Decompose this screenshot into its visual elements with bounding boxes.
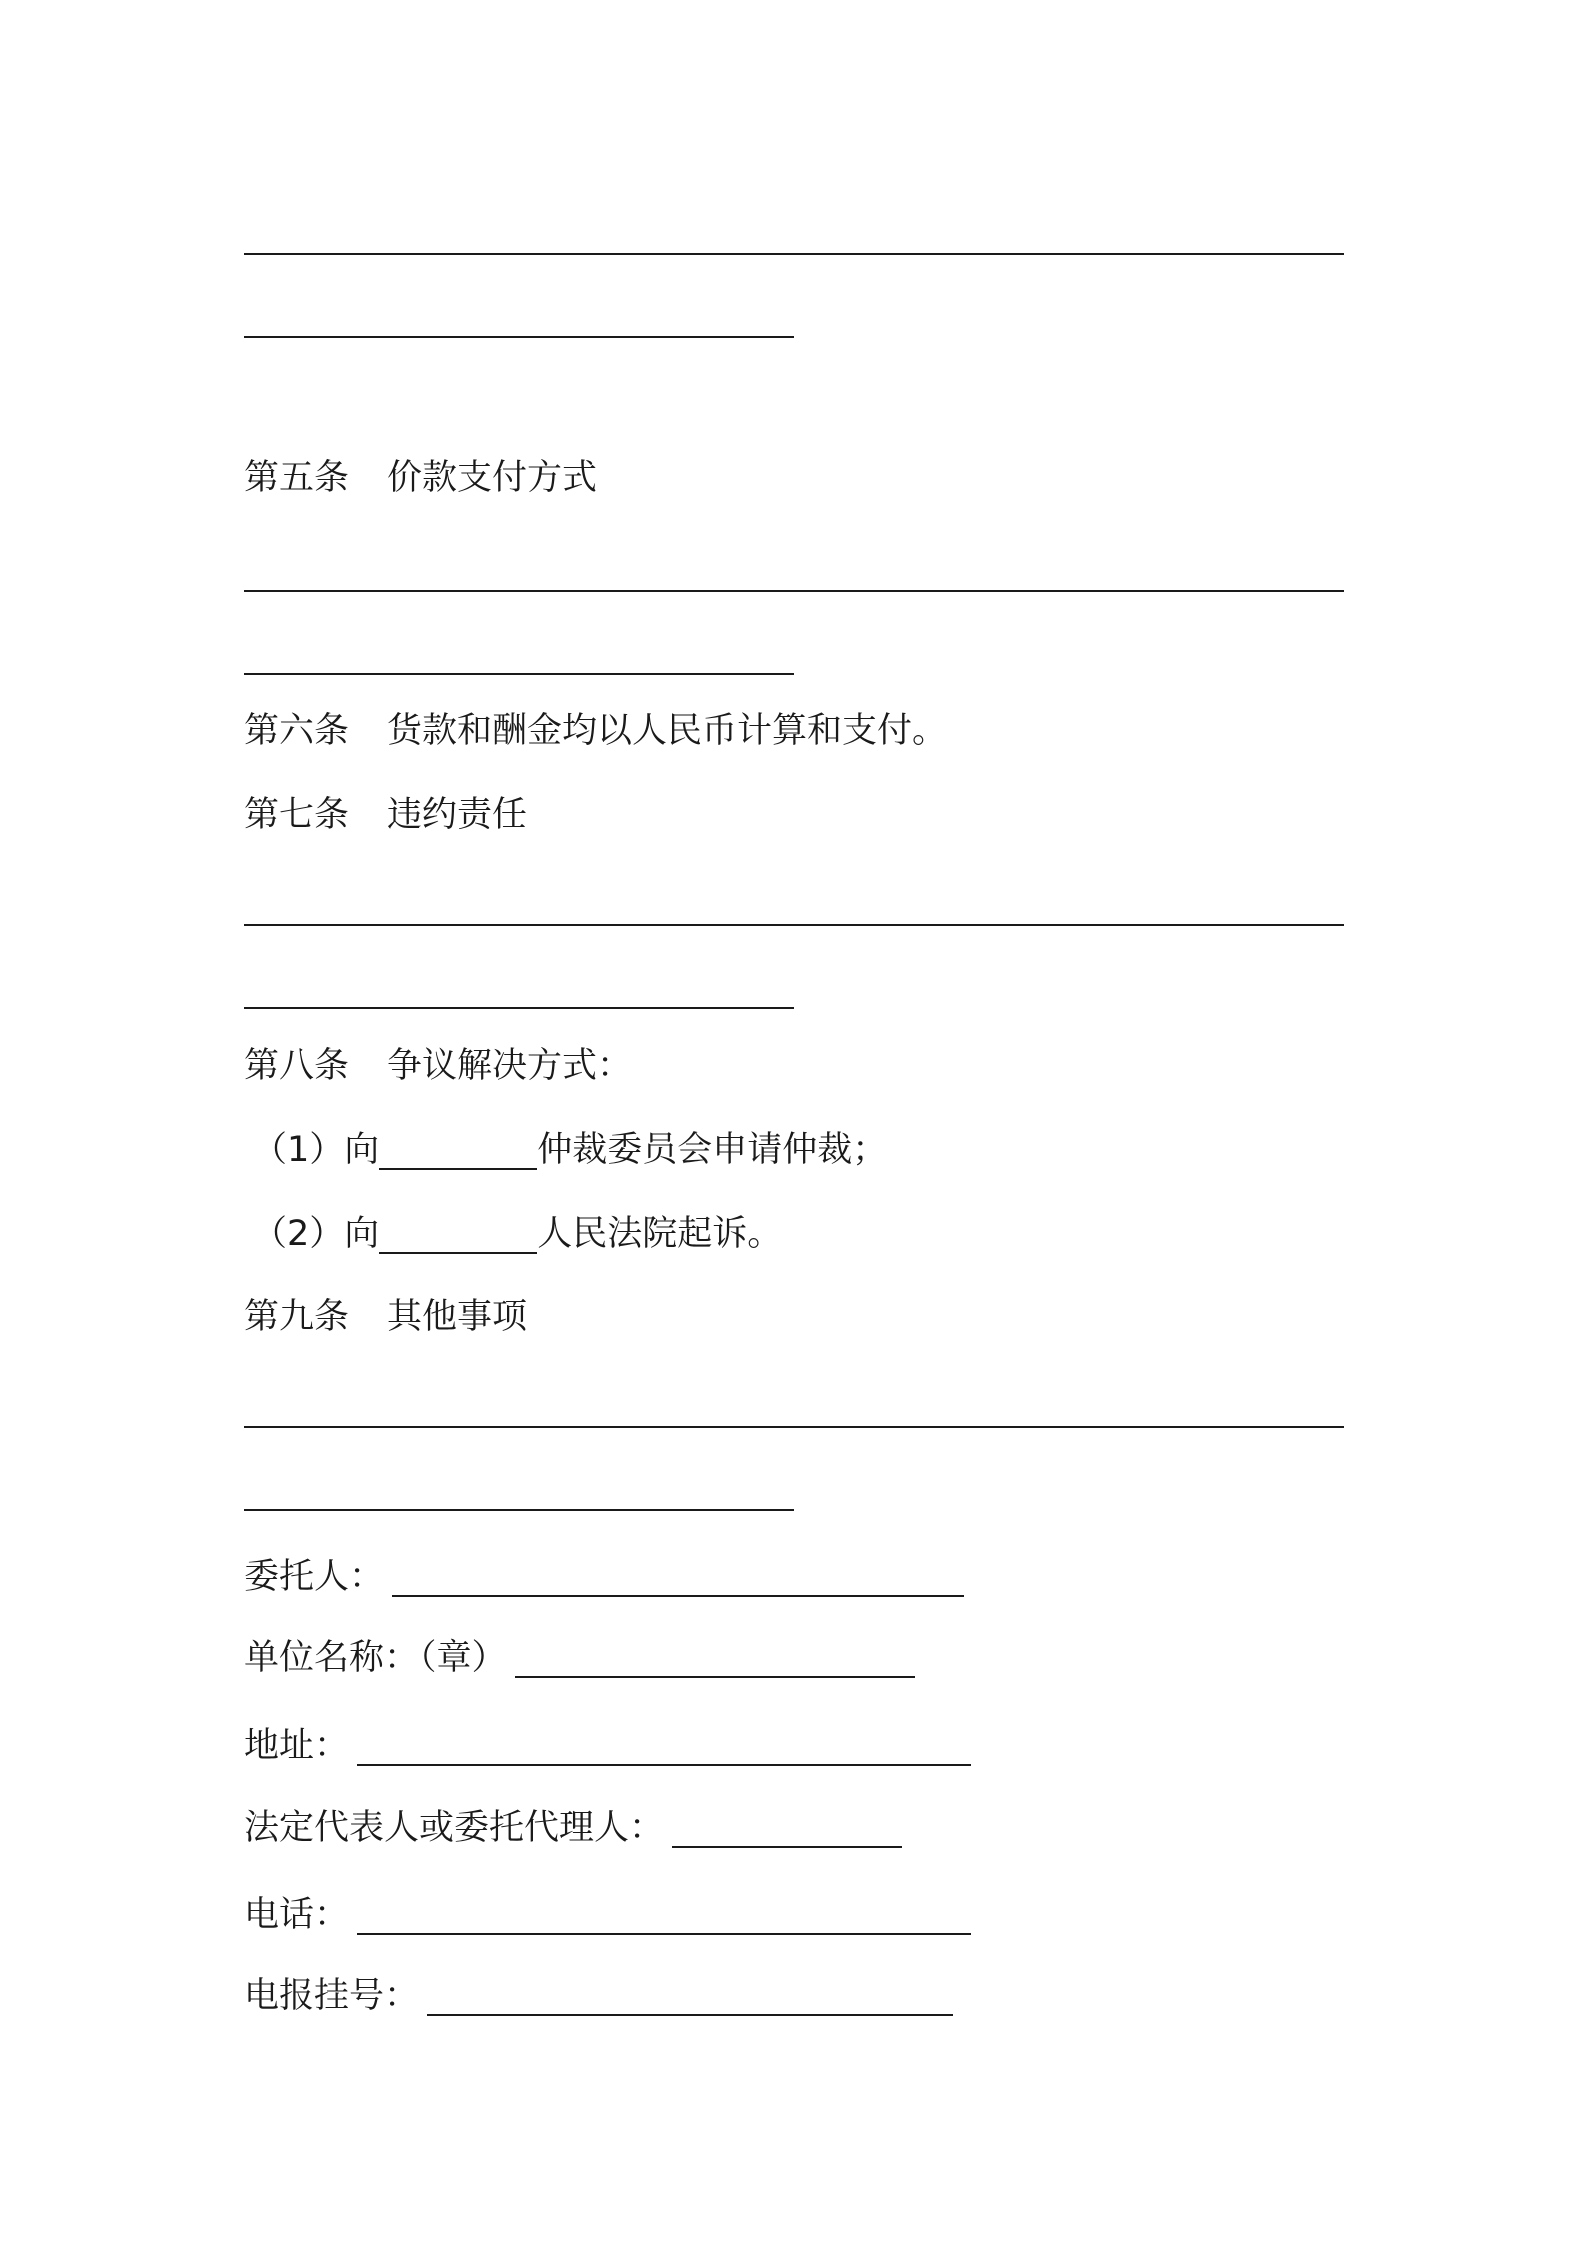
article-number: 第九条 <box>244 1297 350 1337</box>
article-title: 货款和酬金均以人民币计算和支付。 <box>387 711 948 751</box>
dispute-option-1 <box>252 1128 887 1172</box>
representative-field <box>244 1806 902 1850</box>
client-field <box>244 1555 964 1599</box>
unit-name-blank[interactable] <box>515 1640 915 1678</box>
fill-line[interactable] <box>244 924 1344 926</box>
article-6-heading <box>244 709 947 753</box>
fill-line[interactable] <box>244 253 1344 255</box>
option-suffix: 仲裁委员会申请仲裁； <box>537 1130 888 1170</box>
article-5-heading <box>244 456 597 500</box>
fill-line[interactable] <box>244 673 794 675</box>
unit-name-field <box>244 1636 915 1680</box>
fill-line[interactable] <box>244 1509 794 1511</box>
telegraph-blank[interactable] <box>427 1978 953 2016</box>
client-blank[interactable] <box>392 1559 964 1597</box>
article-number: 第六条 <box>244 711 350 751</box>
dispute-option-2 <box>252 1212 782 1256</box>
article-title: 其他事项 <box>387 1297 528 1337</box>
fill-line[interactable] <box>244 336 794 338</box>
article-number: 第五条 <box>244 458 350 498</box>
field-label: 法定代表人或委托代理人： <box>244 1808 665 1848</box>
article-number: 第七条 <box>244 795 350 835</box>
article-title: 价款支付方式 <box>387 458 598 498</box>
telegraph-field <box>244 1974 953 2018</box>
court-blank[interactable] <box>379 1216 537 1254</box>
article-9-heading <box>244 1295 527 1339</box>
option-suffix: 人民法院起诉。 <box>537 1214 783 1254</box>
option-prefix: （1）向 <box>252 1130 380 1170</box>
article-7-heading <box>244 793 527 837</box>
article-title: 违约责任 <box>387 795 528 835</box>
field-label: 委托人： <box>244 1557 385 1597</box>
fill-line[interactable] <box>244 1007 794 1009</box>
field-label: 地址： <box>244 1726 350 1766</box>
fill-line[interactable] <box>244 590 1344 592</box>
article-number: 第八条 <box>244 1046 350 1086</box>
field-label: 单位名称：（章） <box>244 1638 507 1678</box>
address-blank[interactable] <box>357 1728 971 1766</box>
address-field <box>244 1724 971 1768</box>
field-label: 电报挂号： <box>244 1976 420 2016</box>
article-title: 争议解决方式： <box>387 1046 633 1086</box>
phone-blank[interactable] <box>357 1897 971 1935</box>
arbitration-blank[interactable] <box>379 1132 537 1170</box>
article-8-heading <box>244 1044 632 1088</box>
field-label: 电话： <box>244 1895 350 1935</box>
representative-blank[interactable] <box>672 1810 902 1848</box>
phone-field <box>244 1893 971 1937</box>
option-prefix: （2）向 <box>252 1214 380 1254</box>
fill-line[interactable] <box>244 1426 1344 1428</box>
